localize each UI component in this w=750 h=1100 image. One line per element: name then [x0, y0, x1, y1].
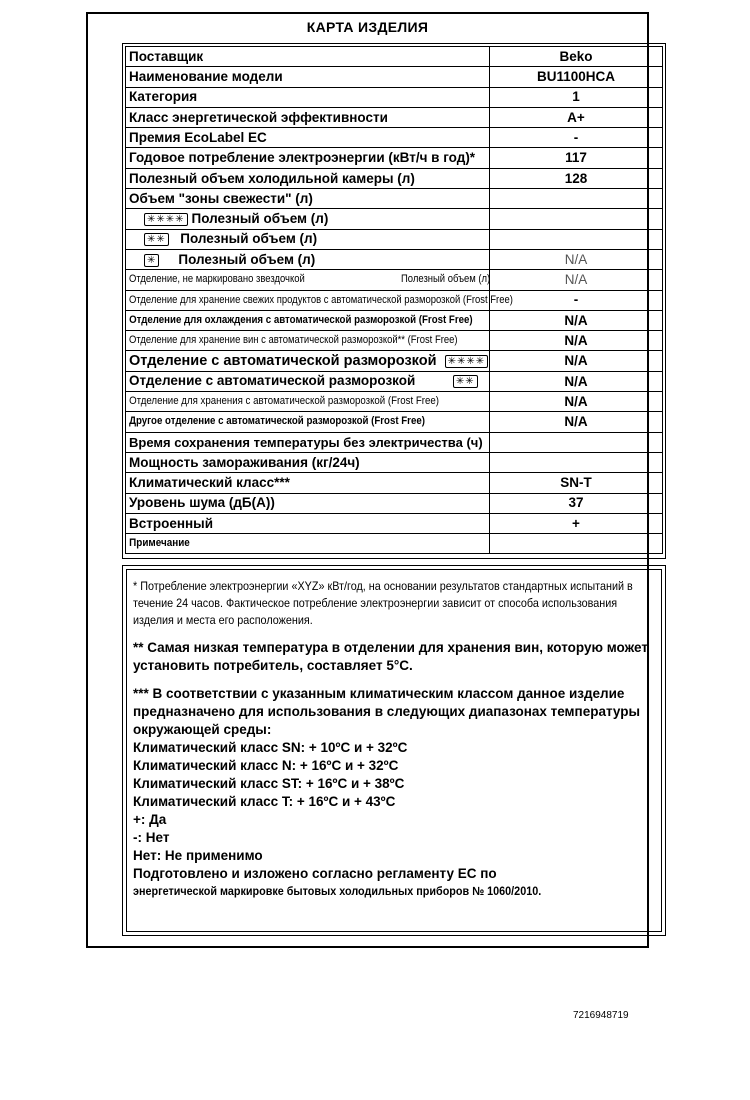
table-row	[126, 128, 663, 148]
table-row	[126, 473, 663, 493]
row-label-secondary: Полезный объем (л)	[400, 273, 490, 286]
row-value: BU1100HCA	[490, 67, 663, 87]
row-label: Отделение, не маркировано звездочкой	[128, 273, 305, 286]
table-row	[126, 229, 663, 249]
climate-class-sn: Климатический класс SN: + 10ºC и + 32ºC	[133, 740, 408, 755]
notes-frame	[122, 565, 666, 936]
row-label: Категория	[126, 87, 490, 107]
table-row	[126, 249, 663, 269]
row-value: N/A	[490, 310, 663, 330]
row-value: 128	[490, 168, 663, 188]
document-code: 7216948719	[573, 1010, 629, 1021]
product-card	[86, 12, 649, 948]
row-label: Полезный объем (л)	[191, 211, 329, 227]
row-value	[490, 452, 663, 472]
row-label: Отделение для хранения с автоматической разморозкой (Frost Free)	[126, 392, 446, 412]
row-label: Поставщик	[126, 47, 490, 67]
row-value: 37	[490, 493, 663, 513]
legend-not-applicable: Нет: Не применимо	[133, 848, 263, 863]
table-row	[126, 107, 663, 127]
legend-yes: +: Да	[133, 812, 167, 827]
table-row	[126, 351, 663, 371]
regulation-line-2: энергетической маркировке бытовых холодильных приборов № 1060/2010.	[133, 884, 542, 898]
row-value: N/A	[490, 270, 663, 290]
climate-class-t: Климатический класс T: + 16ºC и + 43ºC	[133, 794, 396, 809]
table-row	[126, 310, 663, 330]
climate-class-st: Климатический класс ST: + 16ºC и + 38ºC	[133, 776, 405, 791]
table-row	[126, 493, 663, 513]
table-row	[126, 432, 663, 452]
row-value: SN-T	[490, 473, 663, 493]
two-star-icon: ✳✳	[144, 233, 169, 246]
table-row	[126, 371, 663, 391]
row-value	[490, 189, 663, 209]
table-row	[126, 534, 663, 554]
row-label: Встроенный	[126, 513, 490, 533]
row-value: N/A	[490, 392, 663, 412]
table-row	[126, 47, 663, 67]
row-label: Отделение для хранение свежих продуктов с автоматической разморозкой (Frost Free)	[126, 290, 439, 310]
note-consumption: * Потребление электроэнергии «XYZ» кВт/год, на основании результатов стандартных испытаний в течение 24 часов. Фактическое потребление электроэнергии зависит от способа использования изделия и места его расположения.	[133, 579, 633, 627]
table-row	[126, 189, 663, 209]
table-row	[126, 290, 663, 310]
row-label: Полезный объем холодильной камеры (л)	[126, 168, 490, 188]
row-value: +	[490, 513, 663, 533]
row-value: N/A	[490, 331, 663, 351]
row-label: Отделение для охлаждения с автоматической разморозкой (Frost Free)	[126, 310, 446, 330]
four-star-icon: ✳✳✳✳	[144, 213, 188, 226]
row-label: Уровень шума (дБ(А))	[126, 493, 490, 513]
row-label: Класс энергетической эффективности	[126, 107, 490, 127]
row-value	[490, 534, 663, 554]
regulation-line-1: Подготовлено и изложено согласно регламенту ЕС по	[133, 866, 497, 881]
two-star-icon: ✳✳	[453, 375, 478, 388]
table-row	[126, 209, 663, 229]
row-label: Мощность замораживания (кг/24ч)	[126, 452, 490, 472]
table-row	[126, 270, 663, 290]
row-value: N/A	[490, 412, 663, 432]
notes-box	[126, 569, 662, 932]
row-label-with-stars	[126, 351, 490, 371]
card-title: КАРТА ИЗДЕЛИЯ	[306, 19, 429, 35]
spec-table-frame	[122, 43, 666, 559]
legend-no: -: Нет	[133, 830, 170, 845]
row-label: Полезный объем (л)	[178, 251, 316, 267]
row-label: Объем "зоны свежести" (л)	[126, 189, 490, 209]
row-label: Другое отделение с автоматической разморозкой (Frost Free)	[126, 412, 446, 432]
row-label: Отделение для хранение вин с автоматической разморозкой** (Frost Free)	[126, 331, 439, 351]
climate-class-n: Климатический класс N: + 16ºC и + 32ºC	[133, 758, 399, 773]
row-value	[490, 209, 663, 229]
row-value: Beko	[490, 47, 663, 67]
table-row	[126, 412, 663, 432]
row-value: 1	[490, 87, 663, 107]
row-label: Годовое потребление электроэнергии (кВт/ч в год)*	[126, 148, 490, 168]
row-label: Премия EcoLabel EC	[126, 128, 490, 148]
table-row	[126, 513, 663, 533]
row-value: 117	[490, 148, 663, 168]
table-row	[126, 168, 663, 188]
row-label-with-stars	[126, 249, 490, 269]
row-label-with-stars	[126, 209, 490, 229]
row-label: Отделение с автоматической разморозкой	[129, 373, 416, 389]
table-row	[126, 148, 663, 168]
row-label: Отделение с автоматической разморозкой	[129, 352, 437, 369]
table-row	[126, 452, 663, 472]
row-value: N/A	[490, 371, 663, 391]
table-row	[126, 392, 663, 412]
table-row	[126, 331, 663, 351]
row-label: Примечание	[126, 534, 454, 554]
row-label: Климатический класс***	[126, 473, 490, 493]
row-label: Наименование модели	[126, 67, 490, 87]
row-value: -	[490, 290, 663, 310]
table-row	[126, 87, 663, 107]
row-value	[490, 432, 663, 452]
row-value: A+	[490, 107, 663, 127]
table-row	[126, 67, 663, 87]
row-label: Полезный объем (л)	[180, 231, 318, 247]
one-star-icon: ✳	[144, 254, 159, 267]
row-label-with-stars	[126, 371, 490, 391]
row-value	[490, 229, 663, 249]
row-value: -	[490, 128, 663, 148]
four-star-icon: ✳✳✳✳	[445, 355, 489, 368]
row-value: N/A	[490, 249, 663, 269]
note-climate-intro: *** В соответствии с указанным климатическим классом данное изделие предназначено для использования в следующих диапазонах температуры окружающей среды:	[133, 686, 641, 737]
row-value: N/A	[490, 351, 663, 371]
row-label: Время сохранения температуры без электричества (ч)	[126, 432, 490, 452]
note-wine-temperature: ** Самая низкая температура в отделении для хранения вин, которую может установить потребитель, составляет 5°C.	[133, 640, 648, 673]
row-label-split	[126, 270, 490, 290]
row-label-with-stars	[126, 229, 490, 249]
spec-table	[125, 46, 663, 554]
